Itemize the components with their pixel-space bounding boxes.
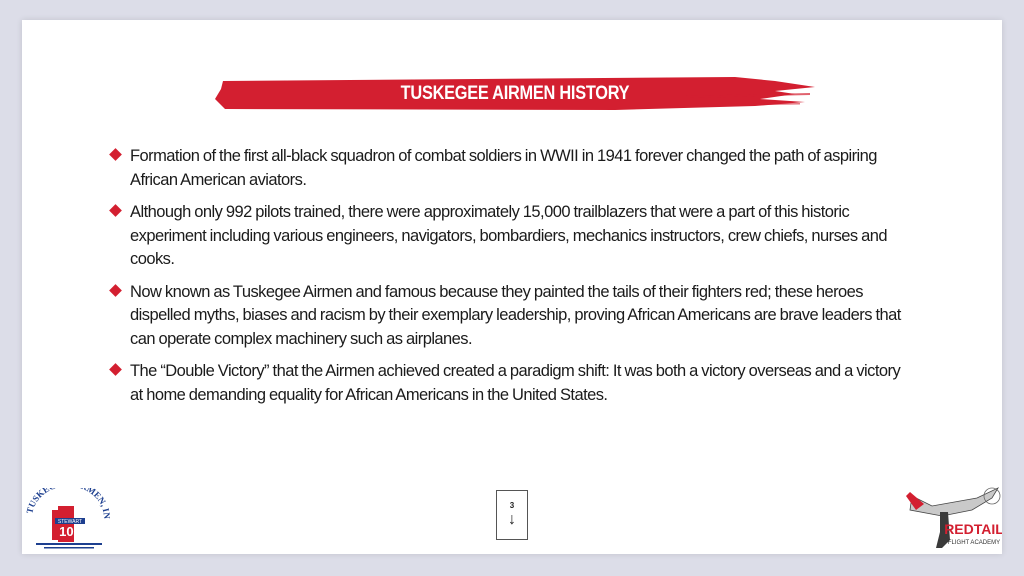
bullet-list — [108, 145, 908, 416]
bullet-item — [108, 201, 908, 272]
title-banner — [215, 75, 815, 113]
bullet-text: The “Double Victory” that the Airmen achieved created a paradigm shift: It was both a victory overseas and a victory at home demanding equality for African Americans in the United States. — [130, 362, 901, 404]
bullet-text: Formation of the first all-black squadron of combat soldiers in WWII in 1941 forever changed the path of aspiring African American aviators. — [130, 147, 877, 189]
slide-title: TUSKEGEE AIRMEN HISTORY — [400, 83, 630, 104]
red-diamond-icon — [109, 363, 122, 376]
bullet-item — [108, 360, 908, 407]
svg-text:TUSKEGEE AIRMEN, INC.: TUSKE MEN, IN — [24, 488, 113, 520]
red-diamond-icon — [109, 148, 122, 161]
bullet-item — [108, 145, 908, 192]
svg-text:REDTAIL: REDTAIL — [944, 521, 1002, 537]
red-diamond-icon — [109, 284, 122, 297]
tuskegee-airmen-logo — [22, 488, 114, 552]
page-indicator[interactable] — [496, 490, 528, 540]
red-diamond-icon — [109, 204, 122, 217]
svg-text:STEWART: STEWART — [57, 519, 83, 525]
down-arrow-icon: ↓ — [508, 511, 516, 528]
page-number: 3 — [509, 501, 515, 510]
svg-text:FLIGHT ACADEMY: FLIGHT ACADEMY — [947, 540, 1001, 546]
svg-text:105: 105 — [59, 524, 81, 539]
bullet-text: Although only 992 pilots trained, there were approximately 15,000 trailblazers that were a part of this historic experiment including various engineers, navigators, bombardiers, mechanics instructors, crew chiefs, nurses and cooks. — [130, 203, 888, 268]
slide — [22, 20, 1002, 554]
bullet-text: Now known as Tuskegee Airmen and famous because they painted the tails of their fighters red; these heroes dispelled myths, biases and racism by their exemplary leadership, proving African Americans are brave leaders that can operate complex machinery such as airplanes. — [130, 282, 901, 348]
bullet-item — [108, 281, 908, 352]
redtail-flight-academy-logo — [902, 482, 1002, 552]
